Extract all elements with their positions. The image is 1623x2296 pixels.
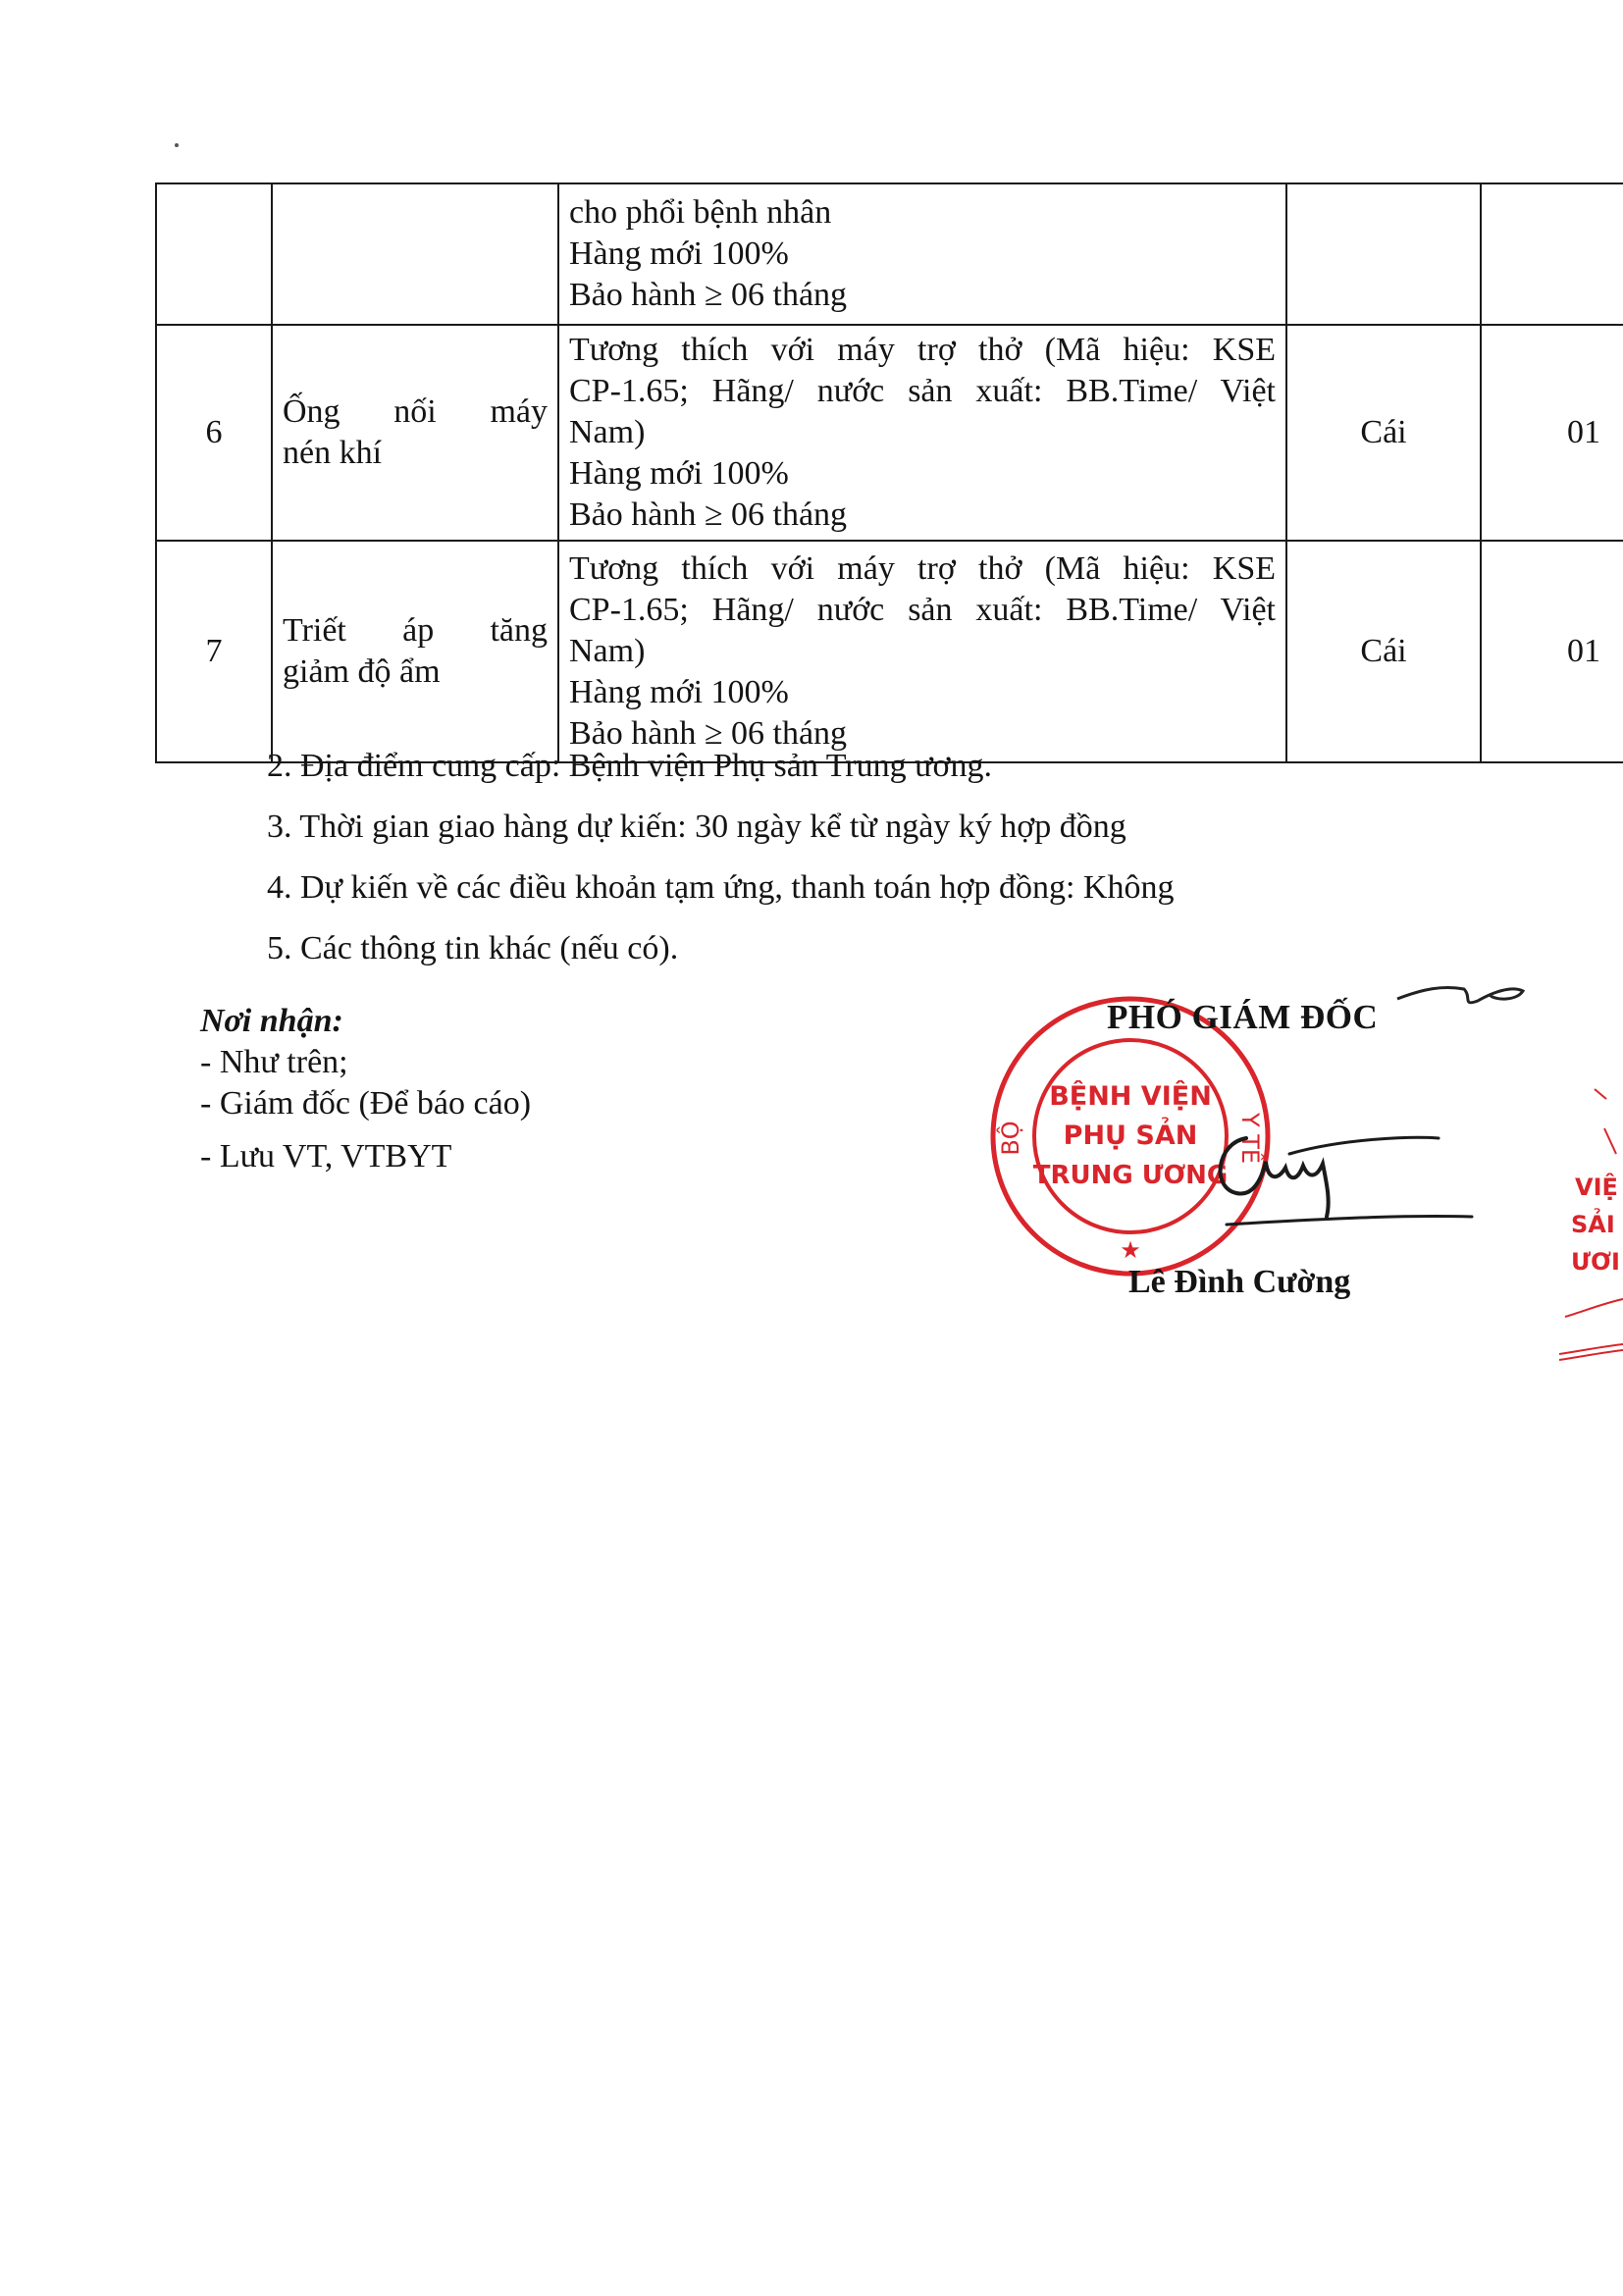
description-line: Nam) bbox=[569, 414, 646, 450]
seal-outer-left: BỘ bbox=[997, 1121, 1024, 1156]
description-line: CP-1.65; Hãng/ nước sản xuất: BB.Time/ Việt bbox=[569, 373, 1276, 409]
item-unit bbox=[1286, 183, 1481, 325]
recipients-title: Nơi nhận: bbox=[200, 1003, 343, 1039]
item-quantity bbox=[1481, 183, 1623, 325]
edge-stamp-fragment: ƯƠI bbox=[1571, 1248, 1620, 1276]
description-line: Nam) bbox=[569, 633, 646, 669]
items-table bbox=[155, 183, 1623, 763]
item-name bbox=[272, 325, 558, 541]
item-quantity: 01 bbox=[1481, 325, 1623, 541]
table-row bbox=[156, 183, 1623, 325]
description-line: Hàng mới 100% bbox=[569, 455, 789, 492]
table-row bbox=[156, 325, 1623, 541]
description-line: Bảo hành ≥ 06 tháng bbox=[569, 277, 848, 313]
signer-name: Lê Đình Cường bbox=[1128, 1264, 1351, 1300]
name-line: Ống nối máy bbox=[283, 393, 548, 430]
note-delivery-location: 2. Địa điểm cung cấp: Bệnh viện Phụ sản Trung ương. bbox=[267, 748, 993, 784]
item-quantity: 01 bbox=[1481, 541, 1623, 762]
edge-stamp-fragment: SẢI bbox=[1571, 1211, 1615, 1238]
note-delivery-time: 3. Thời gian giao hàng dự kiến: 30 ngày kể từ ngày ký hợp đồng bbox=[267, 809, 1126, 845]
description-line: Hàng mới 100% bbox=[569, 235, 789, 272]
notes-section bbox=[267, 746, 1174, 989]
name-line: nén khí bbox=[283, 435, 383, 471]
seal-line-1: BỆNH VIỆN bbox=[1049, 1081, 1212, 1112]
recipient-item: - Giám đốc (Để báo cáo) bbox=[200, 1085, 532, 1122]
recipient-item: - Lưu VT, VTBYT bbox=[200, 1138, 452, 1174]
edge-stamp-fragment: VIỆ bbox=[1575, 1174, 1618, 1201]
seal-line-3: TRUNG ƯƠNG bbox=[1032, 1161, 1229, 1190]
item-unit: Cái bbox=[1286, 325, 1481, 541]
note-payment-terms: 4. Dự kiến về các điều khoản tạm ứng, thanh toán hợp đồng: Không bbox=[267, 869, 1175, 906]
description-line: Tương thích với máy trợ thở (Mã hiệu: KSE bbox=[569, 332, 1276, 368]
name-line: giảm độ ẩm bbox=[283, 653, 441, 690]
note-other-info: 5. Các thông tin khác (nếu có). bbox=[267, 930, 679, 966]
signer-title: PHÓ GIÁM ĐỐC bbox=[1107, 998, 1379, 1036]
seal-line-2: PHỤ SẢN bbox=[1063, 1121, 1198, 1151]
row-number: 6 bbox=[156, 325, 272, 541]
description-line: Bảo hành ≥ 06 tháng bbox=[569, 496, 848, 533]
row-number bbox=[156, 183, 272, 325]
scan-speck bbox=[175, 143, 179, 147]
handwritten-signature bbox=[1207, 1099, 1501, 1236]
description-line: Tương thích với máy trợ thở (Mã hiệu: KSE bbox=[569, 550, 1276, 587]
description-line: CP-1.65; Hãng/ nước sản xuất: BB.Time/ Việt bbox=[569, 592, 1276, 628]
description-line: cho phổi bệnh nhân bbox=[569, 194, 832, 231]
initial-flourish bbox=[1393, 971, 1531, 1020]
item-description bbox=[558, 325, 1286, 541]
item-description bbox=[558, 183, 1286, 325]
item-name bbox=[272, 183, 558, 325]
item-name bbox=[272, 541, 558, 762]
item-description bbox=[558, 541, 1286, 762]
description-line: Hàng mới 100% bbox=[569, 674, 789, 710]
recipients-block bbox=[200, 1001, 531, 1177]
description-line: Bảo hành ≥ 06 tháng bbox=[569, 715, 848, 752]
recipient-item: - Như trên; bbox=[200, 1044, 348, 1080]
table-row bbox=[156, 541, 1623, 762]
row-number: 7 bbox=[156, 541, 272, 762]
name-line: Triết áp tăng bbox=[283, 612, 548, 649]
partial-edge-stamp bbox=[1555, 1060, 1623, 1374]
seal-star-icon: ★ bbox=[1120, 1236, 1141, 1264]
seal-outer-right: Y TẾ bbox=[1236, 1112, 1264, 1165]
item-unit: Cái bbox=[1286, 541, 1481, 762]
